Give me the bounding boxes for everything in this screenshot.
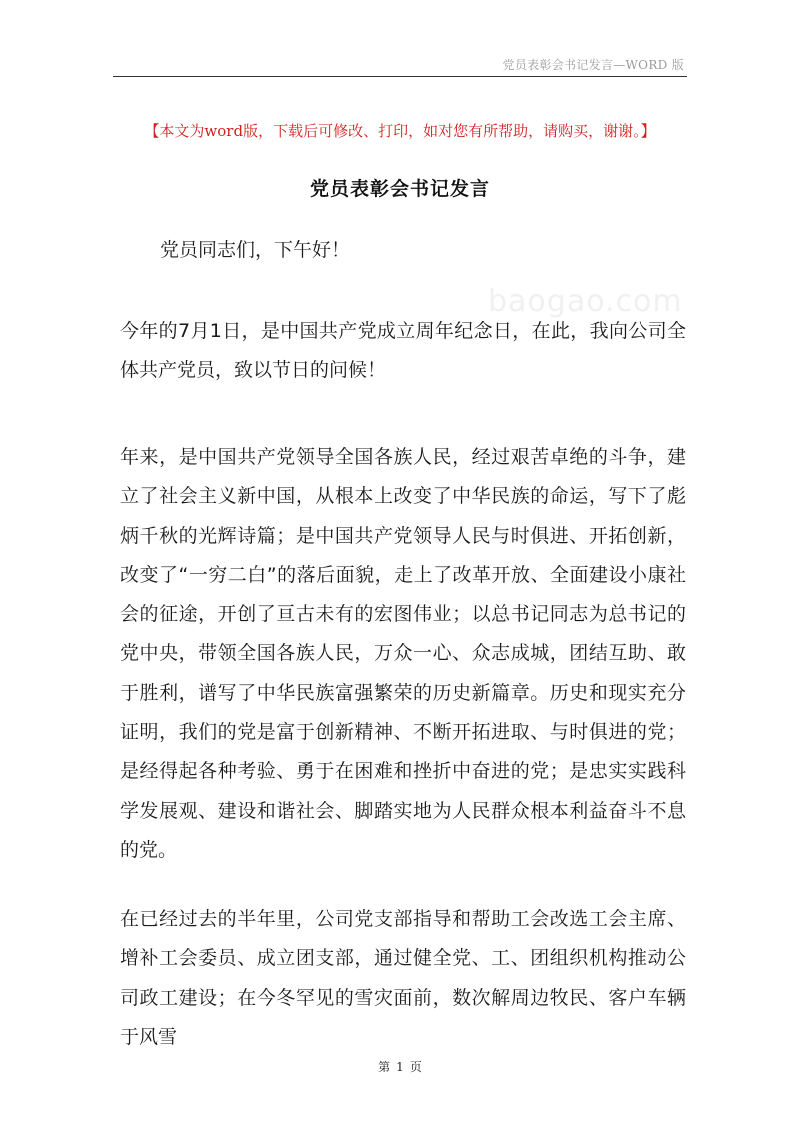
- header-divider: [113, 76, 687, 77]
- document-title: 党员表彰会书记发言: [309, 178, 490, 200]
- footer-suffix: 页: [409, 1060, 422, 1074]
- purchase-notice: 【本文为word版，下载后可修改、打印，如对您有所帮助，请购买，谢谢。】: [144, 122, 656, 140]
- footer-prefix: 第: [378, 1060, 391, 1074]
- body-paragraph: 今年的7月1日，是中国共产党成立周年纪念日，在此，我向公司全体共产党员，致以节日的问候！: [120, 320, 686, 382]
- running-header: 党员表彰会书记发言—WORD 版: [502, 58, 684, 72]
- page-footer: [0, 1058, 800, 1075]
- body-paragraph: 在已经过去的半年里，公司党支部指导和帮助工会改选工会主席、增补工会委员、成立团支部，通过健全党、工、团组织机构推动公司政工建设；在今冬罕见的雪灾面前，数次解周边牧民、客户车辆于风雪: [120, 908, 686, 1048]
- page-number: 1: [396, 1060, 404, 1074]
- watermark: baogao.com: [488, 284, 683, 319]
- body-paragraph: 年来，是中国共产党领导全国各族人民，经过艰苦卓绝的斗争，建立了社会主义新中国，从根本上改变了中华民族的命运，写下了彪炳千秋的光辉诗篇；是中国共产党领导人民与时俱进、开拓创新，改变了“一穷二白”的落后面貌，走上了改革开放、全面建设小康社会的征途，开创了亘古未有的宏图伟业；以总书记同志为总书记的党中央，带领全国各族人民，万众一心、众志成城，团结互助、敢于胜利，谱写了中华民族富强繁荣的历史新篇章。历史和现实充分证明，我们的党是富于创新精神、不断开拓进取、与时俱进的党；是经得起各种考验、勇于在困难和挫折中奋进的党；是忠实实践科学发展观、建设和谐社会、脚踏实地为人民群众根本利益奋斗不息的党。: [120, 446, 686, 861]
- greeting-line: 党员同志们，下午好！: [160, 239, 351, 261]
